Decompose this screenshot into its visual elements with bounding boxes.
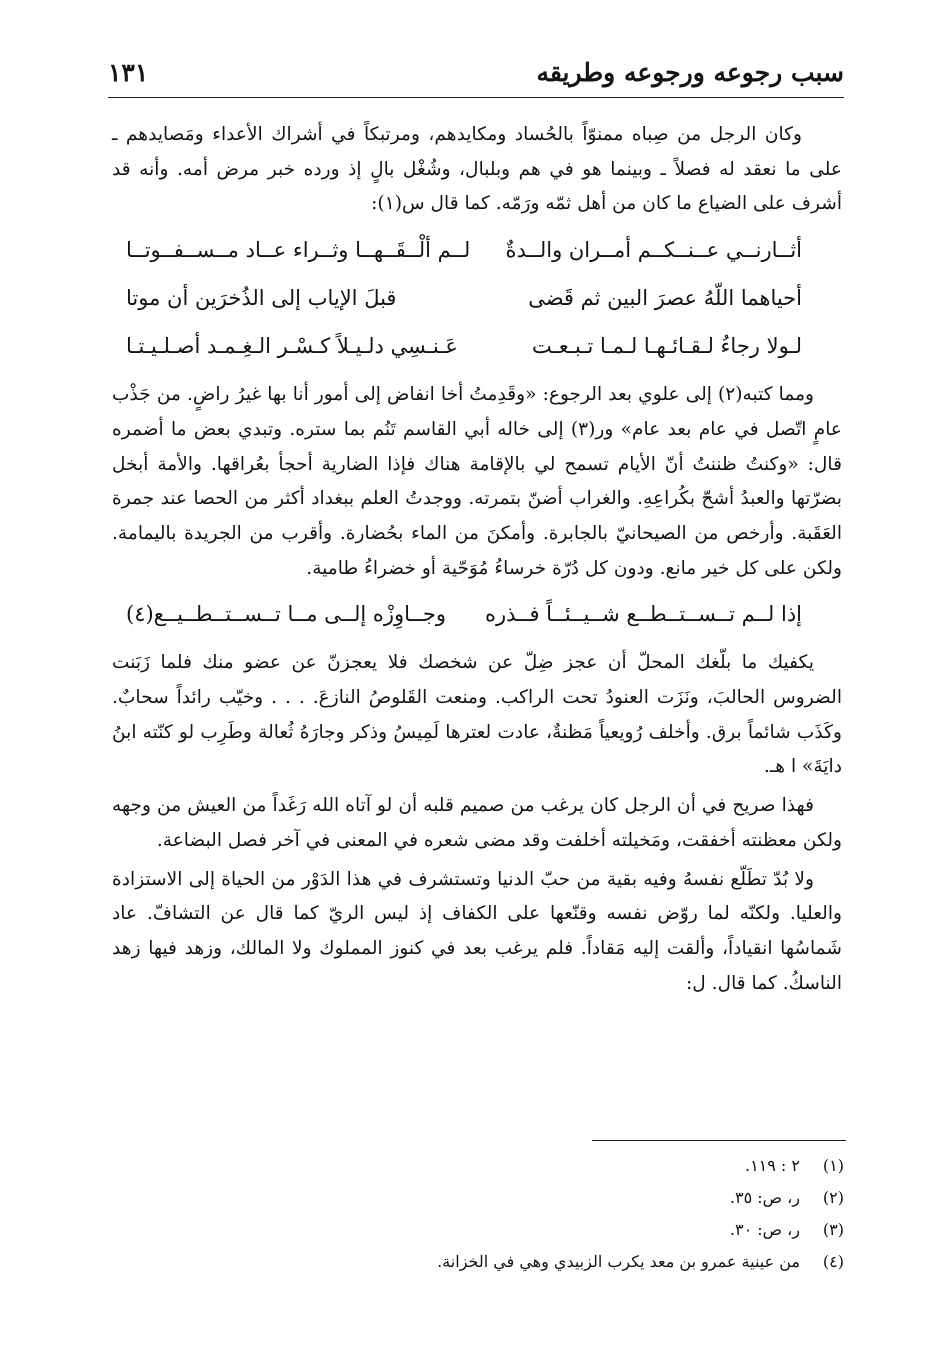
verse — [112, 590, 842, 638]
footnote-number: (١) — [822, 1156, 844, 1175]
footnote — [112, 1150, 844, 1182]
verse-ajuz: قبلَ الإياب إلى الذُخرَين أن موتا — [126, 286, 397, 311]
footnote — [112, 1246, 844, 1278]
footnote-number: (٢) — [822, 1188, 844, 1207]
footnotes — [112, 1150, 844, 1278]
footnote-number: (٤) — [822, 1252, 844, 1271]
verse-ajuz: وجــاوِزْه إلــى مــا تــســتــطــيــع(٤) — [126, 602, 446, 627]
verse — [112, 322, 842, 370]
chapter-title: سبب رجوعه ورجوعه وطريقه — [536, 58, 844, 87]
poem — [112, 590, 842, 638]
verse-sadr: لـولا رجاءُ لـقـائـهـا لـمـا تـبـعـت — [531, 334, 802, 359]
running-head — [108, 52, 844, 96]
verse-sadr: إذا لــم تــســتــطــع شــيــئــاً فــذره — [484, 602, 802, 627]
verse-ajuz: لــم ألْــقَــهــا وثــراء عــاد مــســفــوتــا — [126, 238, 471, 263]
main-text — [112, 118, 842, 1005]
paragraph: يكفيك ما بلّغك المحلّ أن عجز ضِلّ عن شخصك فلا يعجزنّ عن عضو منك فلما زَبَنت الضروس الحالبَ، ونَزَت العنودُ تحت الراكب. ومنعت القَلوصُ النازعَ. . . . وخيّب رائداً سحابٌ. وكَذَب شائماً برق. وأخلف رُويعياً مَظنةٌ، عادت لعترها لَمِيسُ وذكر وجارَهُ ثُعالة وطَرِب لو كنّته ابنُ دايَةَ» ا هـ. — [112, 652, 842, 778]
verse-sadr: أحياهما اللّهُ عصرَ البين ثم قَضى — [528, 286, 802, 311]
paragraph: فهذا صريح في أن الرجل كان يرغب من صميم قلبه أن لو آتاه الله رَغَداً من العيش من وجهه ولكن معظنته أخفقت، ومَخيلته أخلفت وقد مضى شعره في المعنى في آخر فصل البضاعة. — [112, 795, 842, 851]
footnote — [112, 1214, 844, 1246]
verse-ajuz: عَـنـسِي دلـيـلاً كـسْـر الـغِـمـد أصـلـيـتـا — [126, 334, 458, 359]
header-rule — [108, 97, 844, 98]
paragraph: وكان الرجل من صِباه ممنوّاً بالحُساد ومكايدهم، ومرتبكاً في أشراك الأعداء ومَصايدهم ـ على ما نعقد له فصلاً ـ وبينما هو في هم وبلبال، وشُغْل بالٍ إذ ورده خبر مرض أمه. وأنه قد أشرف على الضياع ما كان من أهل ثمّه ورَمّه. كما قال س(١): — [112, 124, 842, 215]
verse — [112, 226, 842, 274]
paragraph: ومما كتبه(٢) إلى علوي بعد الرجوع: «وقَدِمتُ أخا انفاض إلى أمور أنا بها غيرُ راضٍ. من جَذْب عامٍ اتّصل في عام بعد عام» ور(٣) إلى خاله أبي القاسم تَنُم بما ستره. وتبدي بعض ما أضمره قال: «وكنتُ ظننتُ أنّ الأيام تسمح لي بالإقامة هناك فإذا الضارية أحجأ بعُراقها. والأمة أبخل بضرّتها والعبدُ أشحّ بكُراعِهِ. والغراب أضنّ بتمرته. ووجدتُ العلم ببغداد أكثر من الحصا عند جمرة العَقَبة. وأرخص من الصيحانيّ بالجابرة. وأمكنَ من الماء بحُضارة. وأقرب من الجريدة باليمامة. ولكن على كل خير مانع. ودون كل دُرّة خرساءُ مُوَحّية أو خضراءُ طامية. — [112, 384, 842, 579]
footnote-rule — [592, 1140, 846, 1141]
verse-sadr: أثــارنــي عــنــكــم أمــران والــدةٌ — [505, 238, 802, 263]
paragraph: ولا بُدّ تطَلّع نفسهُ وفيه بقية من حبّ الدنيا وتستشرف في هذا الدَوْر من الحياة إلى الاستزادة والعليا. ولكنّه لما روّض نفسه وقنّعها على الكفاف إذ ليس الريّ كما قال عن التشافّ. عاد شَماسُها انقياداً، وألقت إليه مَقاداً. فلم يرغب بعد في كنوز المملوك ولا المالك، وزهد فيها زهد الناسكُ. كما قال. ل: — [112, 868, 842, 994]
footnote-text: ٢ : ١١٩. — [744, 1156, 800, 1175]
poem — [112, 226, 842, 370]
footnote-text: من عينية عمرو بن معد يكرب الزبيدي وهي في الخزانة. — [437, 1252, 800, 1271]
footnote-number: (٣) — [822, 1220, 844, 1239]
footnote-text: ر، ص: ٣٠. — [729, 1220, 800, 1239]
footnote-text: ر، ص: ٣٥. — [729, 1188, 800, 1207]
page-number: ١٣١ — [108, 58, 149, 87]
verse — [112, 274, 842, 322]
footnote — [112, 1182, 844, 1214]
